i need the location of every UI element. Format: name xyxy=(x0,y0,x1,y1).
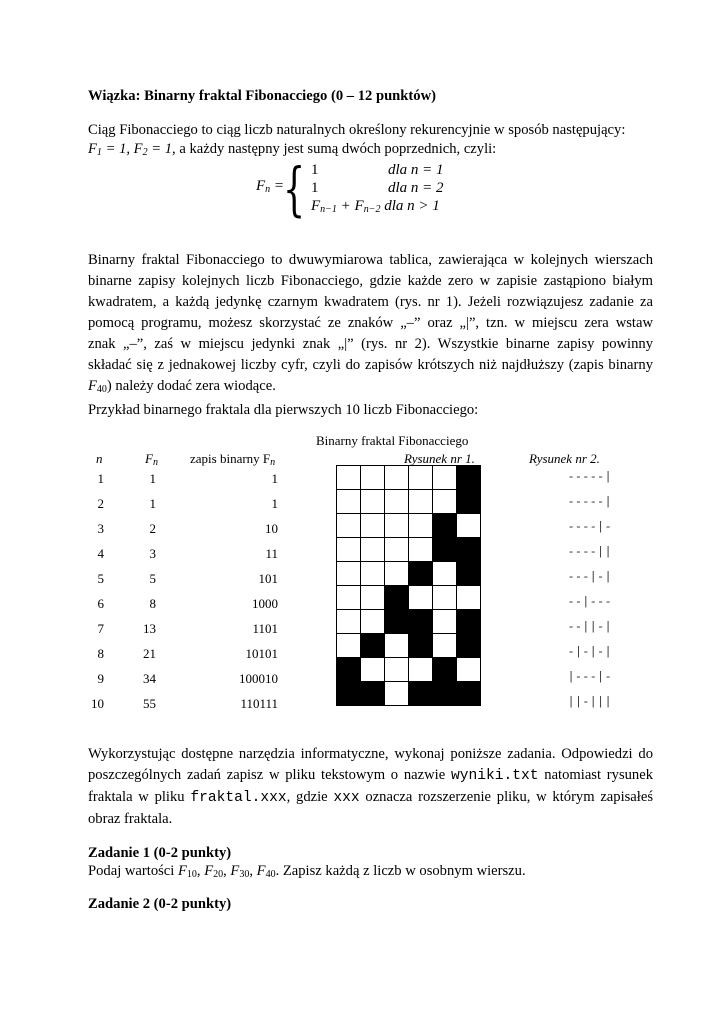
figure-title: Binarny fraktal Fibonacciego xyxy=(316,433,469,448)
white-square xyxy=(409,586,433,610)
cell-figure-2: -----| xyxy=(567,471,612,484)
white-square xyxy=(337,490,361,514)
white-square xyxy=(337,514,361,538)
white-square xyxy=(361,610,385,634)
fractal-row xyxy=(337,610,481,634)
white-square xyxy=(361,538,385,562)
black-square xyxy=(409,610,433,634)
white-square xyxy=(385,466,409,490)
black-square xyxy=(385,586,409,610)
section-heading: Wiązka: Binarny fraktal Fibonacciego (0 – 12 punktów) xyxy=(88,88,436,104)
col-header-n: n xyxy=(96,451,103,466)
cell-n: 7 xyxy=(97,621,104,636)
black-square xyxy=(433,658,457,682)
intro-line-2: $F_1 = 1$, $F_2 = 1$, a każdy następny jest sumą dwóch poprzednich, czyli: xyxy=(88,141,497,158)
cell-n: 6 xyxy=(97,596,104,611)
cell-binary: 10101 xyxy=(245,646,278,661)
white-square xyxy=(337,562,361,586)
black-square xyxy=(409,682,433,706)
cell-fn: 55 xyxy=(143,696,156,711)
white-square xyxy=(457,514,481,538)
fractal-row xyxy=(337,514,481,538)
cell-binary: 100010 xyxy=(239,671,278,686)
example-intro: Przykład binarnego fraktala dla pierwszych 10 liczb Fibonacciego: xyxy=(88,402,479,418)
white-square xyxy=(409,658,433,682)
fractal-row xyxy=(337,586,481,610)
col-header-fn: $F_n$ xyxy=(145,451,158,468)
white-square xyxy=(385,634,409,658)
white-square xyxy=(409,538,433,562)
cell-fn: 3 xyxy=(149,546,156,561)
white-square xyxy=(337,610,361,634)
cell-n: 1 xyxy=(97,471,104,486)
black-square xyxy=(337,682,361,706)
cell-figure-2: |---|- xyxy=(567,671,612,684)
white-square xyxy=(361,562,385,586)
black-square xyxy=(409,562,433,586)
white-square xyxy=(385,658,409,682)
cell-binary: 1 xyxy=(271,496,278,511)
white-square xyxy=(385,490,409,514)
white-square xyxy=(433,490,457,514)
cell-figure-2: ---|-| xyxy=(567,571,612,584)
cell-fn: 13 xyxy=(143,621,156,636)
black-square xyxy=(457,538,481,562)
fractal-row xyxy=(337,682,481,706)
cell-n: 9 xyxy=(97,671,104,686)
fractal-row xyxy=(337,562,481,586)
white-square xyxy=(433,562,457,586)
white-square xyxy=(361,490,385,514)
cell-figure-2: ||-||| xyxy=(567,696,612,709)
cell-binary: 11 xyxy=(265,546,278,561)
cell-n: 4 xyxy=(97,546,104,561)
cell-n: 3 xyxy=(97,521,104,536)
cell-binary: 10 xyxy=(265,521,278,536)
white-square xyxy=(361,586,385,610)
cell-figure-2: -|-|-| xyxy=(567,646,612,659)
white-square xyxy=(337,586,361,610)
white-square xyxy=(409,514,433,538)
white-square xyxy=(385,538,409,562)
col-header-binary: zapis binarny $F_n$ xyxy=(190,451,276,468)
white-square xyxy=(385,682,409,706)
white-square xyxy=(433,610,457,634)
white-square xyxy=(457,658,481,682)
white-square xyxy=(409,490,433,514)
cell-fn: 21 xyxy=(143,646,156,661)
black-square xyxy=(457,490,481,514)
white-square xyxy=(361,658,385,682)
fractal-row xyxy=(337,466,481,490)
results-filename: wyniki.txt xyxy=(450,768,539,784)
black-square xyxy=(433,538,457,562)
white-square xyxy=(385,514,409,538)
cell-n: 8 xyxy=(97,646,104,661)
intro-line-1: Ciąg Fibonacciego to ciąg liczb naturalnych określony rekurencyjnie w sposób następujący: xyxy=(88,122,626,138)
fractal-row xyxy=(337,658,481,682)
task-1-text: Podaj wartości $F_{10}$, $F_{20}$, $F_{30}$, $F_{40}$. Zapisz każdą z liczb w osobnym wierszu. xyxy=(88,863,526,880)
cell-fn: 8 xyxy=(149,596,156,611)
intro-math: $F_1 = 1$, $F_2 = 1$ xyxy=(88,141,173,158)
cell-binary: 110111 xyxy=(240,696,278,711)
white-square xyxy=(361,466,385,490)
cell-n: 2 xyxy=(97,496,104,511)
cell-n: 5 xyxy=(97,571,104,586)
black-square xyxy=(433,682,457,706)
black-square xyxy=(361,682,385,706)
white-square xyxy=(337,466,361,490)
white-square xyxy=(361,514,385,538)
white-square xyxy=(457,586,481,610)
white-square xyxy=(337,634,361,658)
fractal-row xyxy=(337,634,481,658)
black-square xyxy=(457,682,481,706)
cell-figure-2: ----|- xyxy=(567,521,612,534)
cell-figure-2: -----| xyxy=(567,496,612,509)
black-square xyxy=(433,514,457,538)
cell-figure-2: ----|| xyxy=(567,546,612,559)
black-square xyxy=(457,562,481,586)
fractal-row xyxy=(337,490,481,514)
figure-2-label: Rysunek nr 2. xyxy=(529,451,600,466)
cell-fn: 34 xyxy=(143,671,156,686)
cell-binary: 1 xyxy=(271,471,278,486)
black-square xyxy=(409,634,433,658)
fractal-figure-1 xyxy=(336,465,481,706)
white-square xyxy=(433,586,457,610)
white-square xyxy=(433,634,457,658)
white-square xyxy=(409,466,433,490)
white-square xyxy=(385,562,409,586)
cell-binary: 1101 xyxy=(252,621,278,636)
black-square xyxy=(457,634,481,658)
task-2-title: Zadanie 2 (0-2 punkty) xyxy=(88,896,232,912)
cell-fn: 1 xyxy=(149,496,156,511)
cell-figure-2: --||-| xyxy=(567,621,612,634)
fractal-row xyxy=(337,538,481,562)
cell-fn: 5 xyxy=(149,571,156,586)
black-square xyxy=(385,610,409,634)
cell-n: 10 xyxy=(91,696,104,711)
instructions-paragraph: Wykorzystując dostępne narzędzia informatyczne, wykonaj poniższe zadania. Odpowiedzi do poszczególnych zadań zapisz w pliku tekstowym o nazwie wyniki.txt natomiast rysunek fraktala w pliku fraktal.xxx, gdzie xxx oznacza rozszerzenie pliku, w którym zapisałeś obraz fraktala. xyxy=(88,746,653,827)
black-square xyxy=(457,466,481,490)
white-square xyxy=(337,538,361,562)
fractal-filename: fraktal.xxx xyxy=(190,790,287,806)
cell-fn: 1 xyxy=(149,471,156,486)
cell-fn: 2 xyxy=(149,521,156,536)
black-square xyxy=(337,658,361,682)
cell-binary: 1000 xyxy=(252,596,278,611)
black-square xyxy=(457,610,481,634)
cell-binary: 101 xyxy=(258,571,278,586)
white-square xyxy=(433,466,457,490)
cell-figure-2: --|--- xyxy=(567,596,612,609)
black-square xyxy=(361,634,385,658)
fractal-description: Binarny fraktal Fibonacciego to dwuwymiarowa tablica, zawierająca w kolejnych wierszach binarne zapisy kolejnych liczb Fibonacciego, gdzie każde zero w zapisie zastąpiono białym kwadratem, a każdą jedynkę czarnym kwadratem (rys. nr 1). Jeżeli rozwiązujesz zadanie za pomocą programu, możesz skorzystać ze znaków „–” oraz „|”, tzn. w miejscu zera wstaw znak „–”, zaś w miejscu jedynki znak „|” (rys. nr 2). Wszystkie binarne zapisy powinny składać się z jednakowej liczby cyfr, czyli do zapisów krótszych niż najdłuższy (zapis binarny $F_{40}$) należy dodać zera wiodące. xyxy=(88,252,653,395)
figure-1-label: Rysunek nr 1. xyxy=(404,451,475,466)
task-1-title: Zadanie 1 (0-2 punkty) xyxy=(88,845,232,861)
